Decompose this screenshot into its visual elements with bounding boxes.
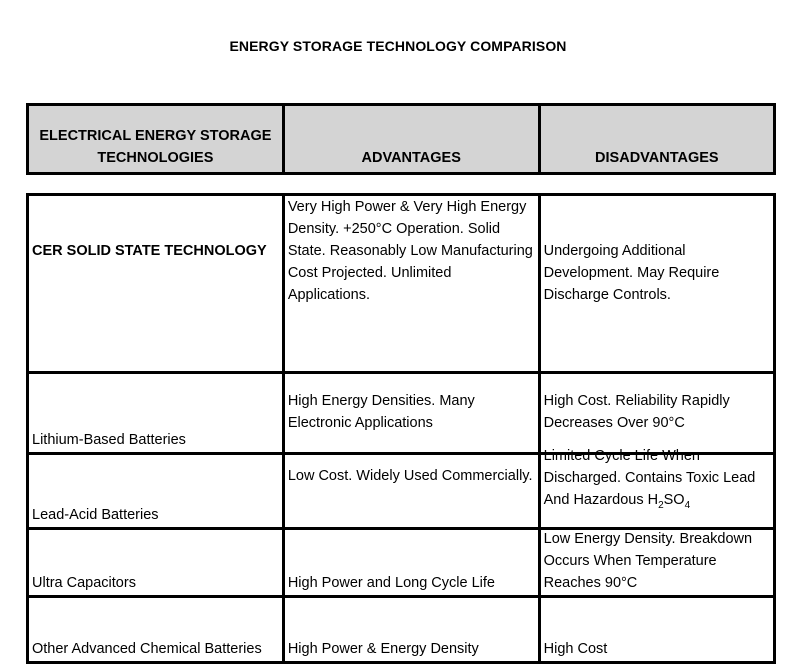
advantages-cell: Very High Power & Very High Energy Density. +250°C Operation. Solid State. Reasonably Low Manufacturing Cost Projected. Unlimited Applications.	[283, 195, 539, 373]
disadvantages-cell: High Cost	[539, 597, 774, 663]
comparison-body-table	[26, 193, 776, 664]
document-title: ENERGY STORAGE TECHNOLOGY COMPARISON	[229, 38, 567, 54]
technology-cell: CER SOLID STATE TECHNOLOGY	[28, 195, 284, 373]
header-disadvantages: DISADVANTAGES	[539, 105, 774, 174]
technology-cell: Lithium-Based Batteries	[28, 373, 284, 454]
table-row	[28, 597, 775, 663]
table-row	[28, 373, 775, 454]
disadvantages-cell	[539, 529, 774, 597]
advantages-cell: Low Cost. Widely Used Commercially.	[283, 454, 539, 529]
disadvantages-cell: Undergoing Additional Development. May Require Discharge Controls.	[539, 195, 774, 373]
header-technology: ELECTRICAL ENERGY STORAGE TECHNOLOGIES	[28, 105, 284, 174]
header-row	[28, 105, 775, 174]
advantages-cell: High Power and Long Cycle Life	[283, 529, 539, 597]
disadvantages-cell: High Cost. Reliability Rapidly Decreases Over 90°C	[539, 373, 774, 454]
subscript-2: 2	[658, 499, 664, 511]
disadvantages-text	[544, 445, 770, 511]
disadvantages-formula-text: SO	[663, 492, 685, 508]
technology-cell: Lead-Acid Batteries	[28, 454, 284, 529]
table-row	[28, 529, 775, 597]
table-row	[28, 195, 775, 373]
header-advantages: ADVANTAGES	[283, 105, 539, 174]
table-row	[28, 454, 775, 529]
subscript-4: 4	[684, 499, 691, 511]
disadvantages-main-text: Limited Cycle Life When Discharged. Contains Toxic Lead And Hazardous H	[543, 448, 756, 508]
disadvantages-text: Low Energy Density. Breakdown Occurs When Temperature Reaches 90°C	[543, 531, 753, 591]
disadvantages-cell	[539, 448, 774, 529]
comparison-header-table	[26, 103, 776, 175]
technology-cell: Ultra Capacitors	[28, 529, 284, 597]
advantages-cell: High Power & Energy Density	[283, 597, 539, 663]
advantages-cell: High Energy Densities. Many Electronic Applications	[283, 373, 539, 454]
technology-cell: Other Advanced Chemical Batteries	[28, 597, 284, 663]
